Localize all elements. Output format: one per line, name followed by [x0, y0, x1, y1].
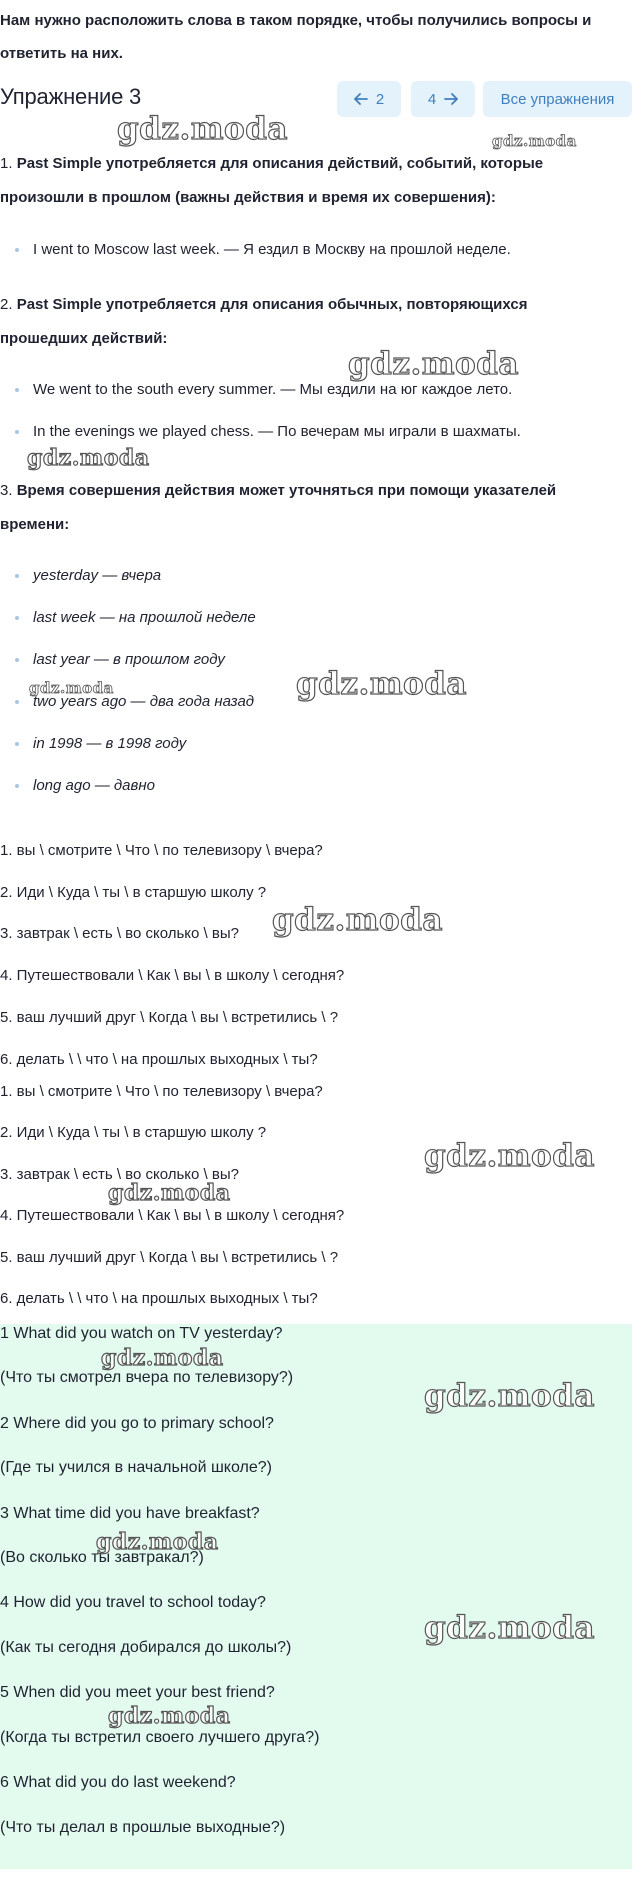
task-line: 3. завтрак \ есть \ во сколько \ вы? — [0, 1166, 239, 1183]
answer-line: (Что ты смотрел вчера по телевизору?) — [0, 1369, 294, 1386]
all-exercises-button[interactable] — [483, 81, 632, 117]
rule-1-text: Past Simple употребляется для описания действий, событий, которые произошли в прошлом (важны действия и время их совершения): — [0, 155, 544, 206]
rule-2-number: 2. — [0, 296, 17, 313]
next-exercise-label: 4 — [427, 90, 437, 108]
watermark: gdz.moda — [296, 666, 467, 702]
answer-line: 1 What did you watch on TV yesterday? — [0, 1325, 283, 1342]
task-line: 5. ваш лучший друг \ Когда \ вы \ встретились \ ? — [0, 1249, 339, 1266]
answer-line: (Во сколько ты завтракал?) — [0, 1549, 204, 1566]
watermark: gdz.moda — [272, 902, 443, 938]
watermark: gdz.moda — [27, 445, 150, 471]
next-exercise-button[interactable] — [411, 81, 475, 117]
watermark: gdz.moda — [29, 679, 114, 697]
bullet-icon — [15, 658, 19, 662]
task-line: 6. делать \ \ что \ на прошлых выходных \ ты? — [0, 1290, 318, 1307]
rule-3 — [0, 474, 610, 542]
task-line: 4. Путешествовали \ Как \ вы \ в школу \ сегодня? — [0, 967, 345, 984]
arrow-right-icon — [444, 93, 458, 105]
all-exercises-label: Все упражнения — [500, 90, 615, 108]
bullet-icon — [15, 616, 19, 620]
task-line: 2. Иди \ Куда \ ты \ в старшую школу ? — [0, 1124, 267, 1141]
watermark: gdz.moda — [348, 346, 519, 382]
intro-text: Нам нужно расположить слова в таком порядке, чтобы получились вопросы и ответить на них. — [0, 12, 592, 62]
rule-1 — [0, 147, 610, 215]
prev-exercise-button[interactable] — [337, 81, 401, 117]
answer-line: (Когда ты встретил своего лучшего друга?) — [0, 1729, 320, 1746]
task-line: 4. Путешествовали \ Как \ вы \ в школу \ сегодня? — [0, 1207, 345, 1224]
watermark: gdz.moda — [424, 1378, 595, 1414]
watermark: gdz.moda — [117, 111, 288, 147]
watermark: gdz.moda — [108, 1703, 231, 1729]
task-line: 6. делать \ \ что \ на прошлых выходных \ ты? — [0, 1051, 318, 1068]
bullet-icon — [15, 742, 19, 746]
prev-exercise-label: 2 — [375, 90, 385, 108]
watermark: gdz.moda — [424, 1138, 595, 1174]
bullet-icon — [15, 700, 19, 704]
bullet-icon — [15, 388, 19, 392]
answer-line: (Что ты делал в прошлые выходные?) — [0, 1819, 286, 1836]
bullet-icon — [15, 574, 19, 578]
task-line: 1. вы \ смотрите \ Что \ по телевизору \ вчера? — [0, 1083, 323, 1100]
watermark: gdz.moda — [108, 1180, 231, 1206]
task-line: 1. вы \ смотрите \ Что \ по телевизору \ вчера? — [0, 842, 323, 859]
answer-line: 6 What did you do last weekend? — [0, 1774, 236, 1791]
answer-line: 3 What time did you have breakfast? — [0, 1505, 260, 1522]
watermark: gdz.moda — [96, 1529, 219, 1555]
arrow-left-icon — [354, 93, 368, 105]
task-line: 2. Иди \ Куда \ ты \ в старшую школу ? — [0, 884, 267, 901]
watermark: gdz.moda — [424, 1610, 595, 1646]
bullet-icon — [15, 784, 19, 788]
rule-1-number: 1. — [0, 155, 17, 172]
rule-3-number: 3. — [0, 482, 17, 499]
bullet-icon — [15, 430, 19, 434]
answer-line: (Где ты учился в начальной школе?) — [0, 1459, 272, 1476]
rule-2-text: Past Simple употребляется для описания обычных, повторяющихся прошедших действий: — [0, 296, 528, 347]
exercise-title: Упражнение 3 — [0, 84, 142, 109]
answer-line: 5 When did you meet your best friend? — [0, 1684, 275, 1701]
bullet-icon — [15, 248, 19, 252]
watermark: gdz.moda — [101, 1345, 224, 1371]
task-line: 5. ваш лучший друг \ Когда \ вы \ встретились \ ? — [0, 1009, 339, 1026]
task-line: 3. завтрак \ есть \ во сколько \ вы? — [0, 925, 239, 942]
answer-line: (Как ты сегодня добирался до школы?) — [0, 1639, 292, 1656]
answer-line: 4 How did you travel to school today? — [0, 1594, 266, 1611]
watermark: gdz.moda — [492, 132, 577, 150]
rule-3-text: Время совершения действия может уточняться при помощи указателей времени: — [0, 482, 557, 533]
answer-line: 2 Where did you go to primary school? — [0, 1415, 274, 1432]
